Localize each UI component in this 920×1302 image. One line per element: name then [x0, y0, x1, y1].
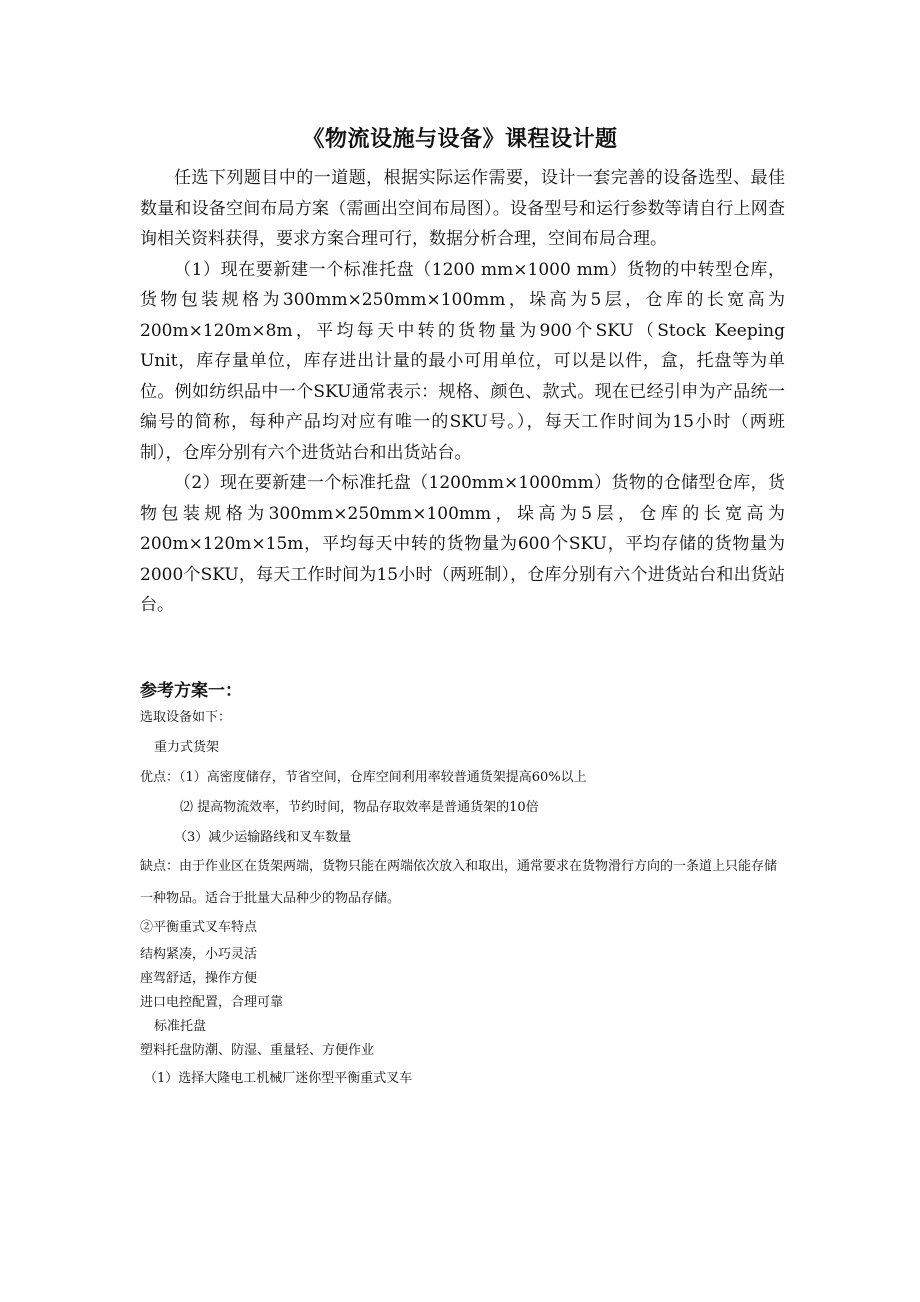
assignment-body	[140, 163, 785, 621]
forklift-title-line: ②平衡重式叉车特点	[140, 920, 258, 935]
intro-paragraph: 任选下列题目中的一道题，根据实际运作需要，设计一套完善的设备选型、最佳数量和设备空间布局方案（需画出空间布局图）。设备型号和运行参数等请自行上网查询相关资料获得，要求方案合理可行，数据分析合理，空间布局合理。	[140, 168, 785, 249]
forklift-choice-line: （1）选择大隆电工机械厂迷你型平衡重式叉车	[144, 1071, 413, 1086]
reference-plan-heading: 参考方案一：	[140, 681, 242, 701]
pallet-description-line: 塑料托盘防潮、防湿、重量轻、方便作业	[140, 1043, 375, 1058]
gravity-rack-line: 重力式货架	[154, 740, 220, 755]
forklift-feature-3: 进口电控配置，合理可靠	[140, 995, 284, 1010]
disadvantage-paragraph: 缺点：由于作业区在货架两端，货物只能在两端依次放入和取出，通常要求在货物滑行方向的一条道上只能存储一种物品。适合于批量大品种少的物品存储。	[140, 859, 778, 906]
advantage-2-line: ⑵ 提高物流效率，节约时间，物品存取效率是普通货架的10倍	[180, 800, 539, 815]
problem-2-paragraph: （2）现在要新建一个标准托盘（1200mm×1000mm）货物的仓储型仓库，货物包装规格为300mm×250mm×100mm，垛高为5层，仓库的长宽高为200m×120m×15m，平均每天中转的货物量为600个SKU，平均存储的货物量为2000个SKU，每天工作时间为15小时（两班制），仓库分别有六个进货站台和出货站台。	[140, 473, 785, 615]
forklift-feature-1: 结构紧凑，小巧灵活	[140, 947, 258, 962]
problem-1-paragraph: （1）现在要新建一个标准托盘（1200 mm×1000 mm）货物的中转型仓库，货物包装规格为300mm×250mm×100mm，垛高为5层，仓库的长宽高为200m×120m×8m，平均每天中转的货物量为900个SKU（Stock Keeping Unit，库存量单位，库存进出计量的最小可用单位，可以是以件，盒，托盘等为单位。例如纺织品中一个SKU通常表示：规格、颜色、款式。现在已经引申为产品统一编号的简称，每种产品均对应有唯一的SKU号。），每天工作时间为15小时（两班制），仓库分别有六个进货站台和出货站台。	[140, 259, 785, 463]
select-equipment-line: 选取设备如下：	[140, 710, 232, 725]
advantage-3-line: （3）减少运输路线和叉车数量	[174, 830, 352, 845]
forklift-feature-2: 座驾舒适，操作方便	[140, 971, 258, 986]
pallet-title-line: 标准托盘	[154, 1019, 207, 1034]
advantage-1-line: 优点：（1）高密度储存，节省空间，仓库空间利用率较普通货架提高60%以上	[140, 770, 587, 785]
document-title: 《物流设施与设备》课程设计题	[302, 126, 618, 152]
